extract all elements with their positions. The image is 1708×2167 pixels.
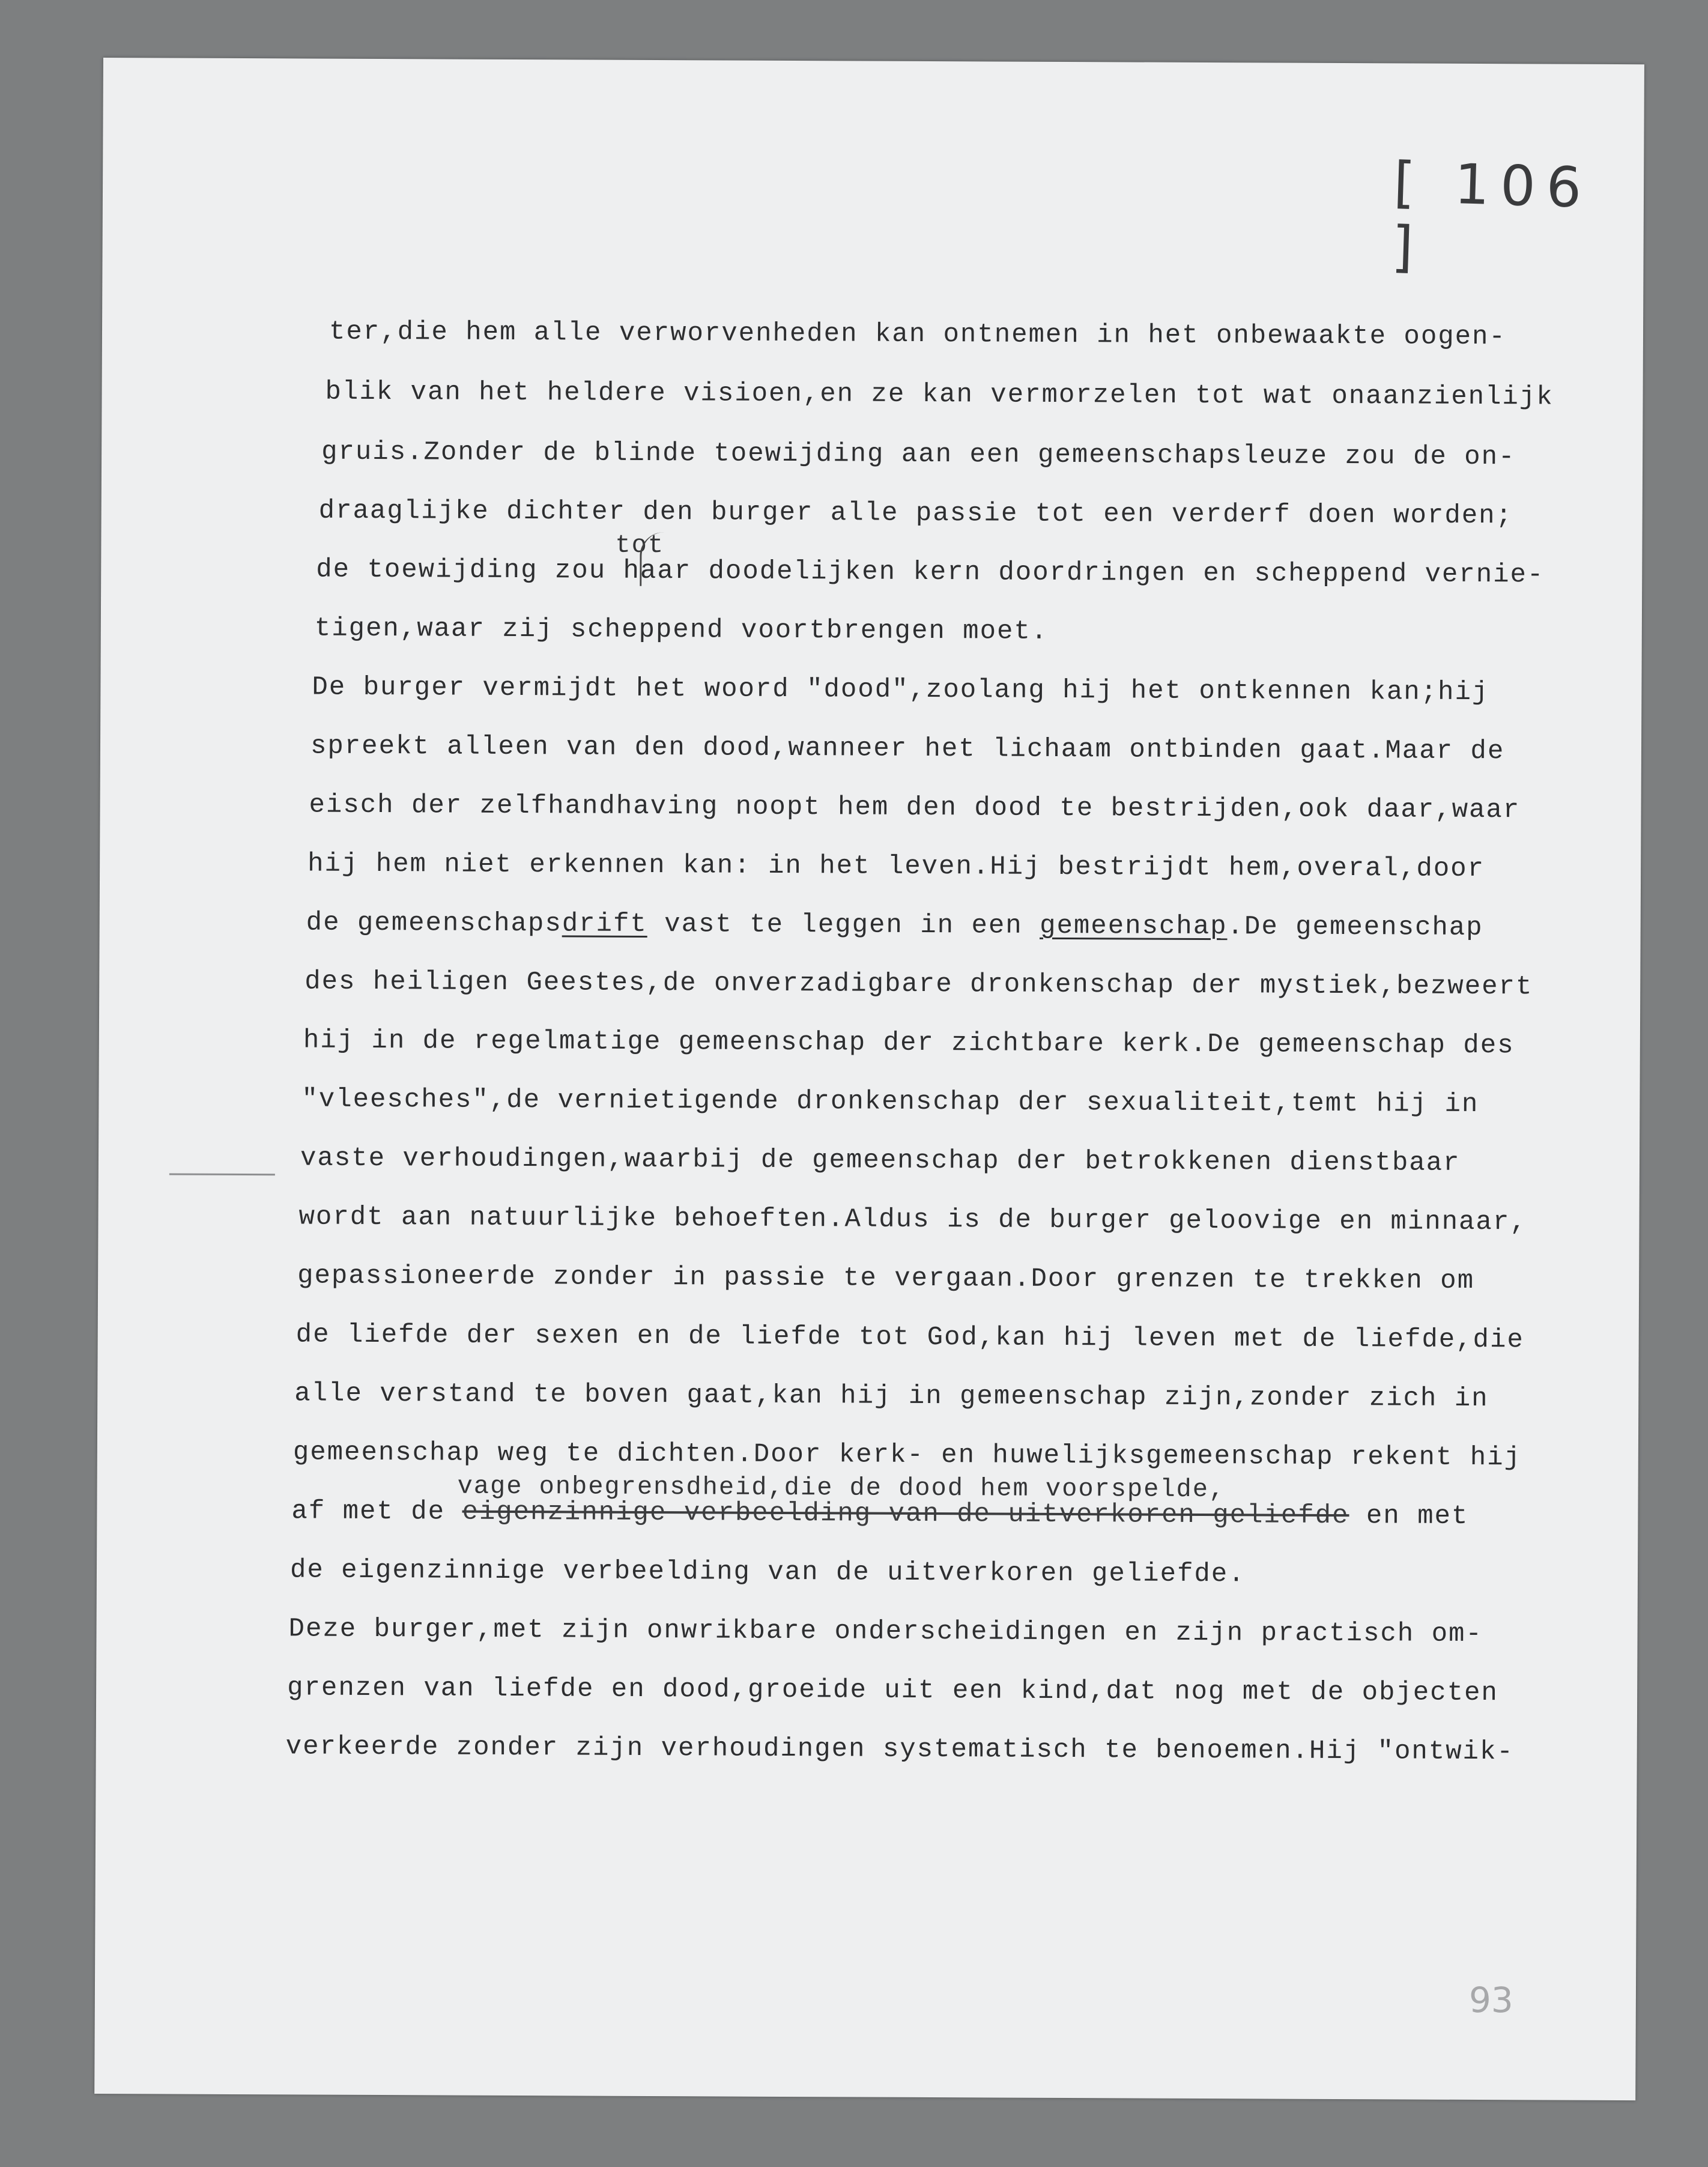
line-part: af met de: [291, 1496, 446, 1527]
underlined-word: gemeenschap: [1040, 911, 1228, 942]
text-line: "vleesches",de vernietigende dronkenschap der sexualiteit,temt hij in: [301, 1084, 1479, 1120]
text-line: gruis.Zonder de blinde toewijding aan een gemeenschapsleuze zou de on-: [321, 437, 1516, 473]
typed-insert-vage: vage onbegrensdheid,die de dood hem voorspelde,: [457, 1471, 1226, 1505]
text-line: des heiligen Geestes,de onverzadigbare dronkenschap der mystiek,bezweert: [304, 966, 1533, 1002]
text-line: [306, 908, 1483, 943]
text-line: grenzen van liefde en dood,groeide uit een kind,dat nog met de objecten: [287, 1673, 1498, 1709]
text-line: vaste verhoudingen,waarbij de gemeenschap der betrokkenen dienstbaar: [300, 1143, 1461, 1178]
pencil-folio-mark: 93: [1468, 1979, 1513, 2021]
line-part: .De gemeenschap: [1227, 912, 1483, 944]
text-line: De burger vermijdt het woord "dood",zoolang hij het ontkennen kan;hij: [312, 672, 1489, 708]
text-line: gepassioneerde zonder in passie te vergaan.Door grenzen te trekken om: [297, 1261, 1475, 1296]
text-line: de eigenzinnige verbeelding van de uitverkoren geliefde.: [289, 1555, 1246, 1590]
text-line: draaglijke dichter den burger alle passie tot een verderf doen worden;: [318, 496, 1513, 532]
text-line: wordt aan natuurlijke behoeften.Aldus is de burger geloovige en minnaar,: [298, 1202, 1527, 1238]
text-line: eisch der zelfhandhaving noopt hem den dood te bestrijden,ook daar,waar: [309, 790, 1521, 826]
text-line: alle verstand te boven gaat,kan hij in gemeenschap zijn,zonder zich in: [294, 1378, 1489, 1414]
line-part: haar doodelijken kern doordringen en scheppend vernie-: [623, 556, 1545, 590]
line-part: de gemeenschaps: [306, 908, 562, 939]
underlined-word: drift: [562, 909, 647, 939]
handwritten-insert-tot: tot: [615, 530, 665, 560]
text-line: gemeenschap weg te dichten.Door kerk- en huwelijksgemeenschap rekent hij: [292, 1437, 1522, 1473]
line-part: en met: [1366, 1501, 1469, 1532]
text-line: de liefde der sexen en de liefde tot God,kan hij leven met de liefde,die: [295, 1320, 1524, 1356]
typescript-page: [94, 58, 1644, 2100]
struck-through-text: eigenzinnige verbeelding van de uitverkoren geliefde: [462, 1497, 1349, 1532]
line-part: de toewijding zou: [316, 554, 623, 586]
text-line: hij hem niet erkennen kan: in het leven.Hij bestrijdt hem,overal,door: [307, 849, 1485, 885]
page-number: [ 106 ]: [1390, 150, 1593, 280]
text-line: spreekt alleen van den dood,wanneer het lichaam ontbinden gaat.Maar de: [310, 731, 1505, 767]
text-line: hij in de regelmatige gemeenschap der zichtbare kerk.De gemeenschap des: [303, 1025, 1515, 1061]
text-line: verkeerde zonder zijn verhoudingen systematisch te benoemen.Hij "ontwik-: [285, 1732, 1514, 1768]
text-line: ter,die hem alle verworvenheden kan ontnemen in het onbewaakte oogen-: [329, 317, 1507, 353]
text-line: blik van het heldere visioen,en ze kan vermorzelen tot wat onaanzienlijk: [325, 377, 1554, 413]
text-line: [316, 555, 1544, 590]
text-line: [291, 1496, 1468, 1532]
text-line: Deze burger,met zijn onwrikbare onderscheidingen en zijn practisch om-: [288, 1614, 1483, 1650]
text-line: tigen,waar zij scheppend voortbrengen moet.: [314, 613, 1049, 647]
line-part: vast te leggen in een: [647, 909, 1040, 941]
typed-text: [94, 58, 1644, 2100]
